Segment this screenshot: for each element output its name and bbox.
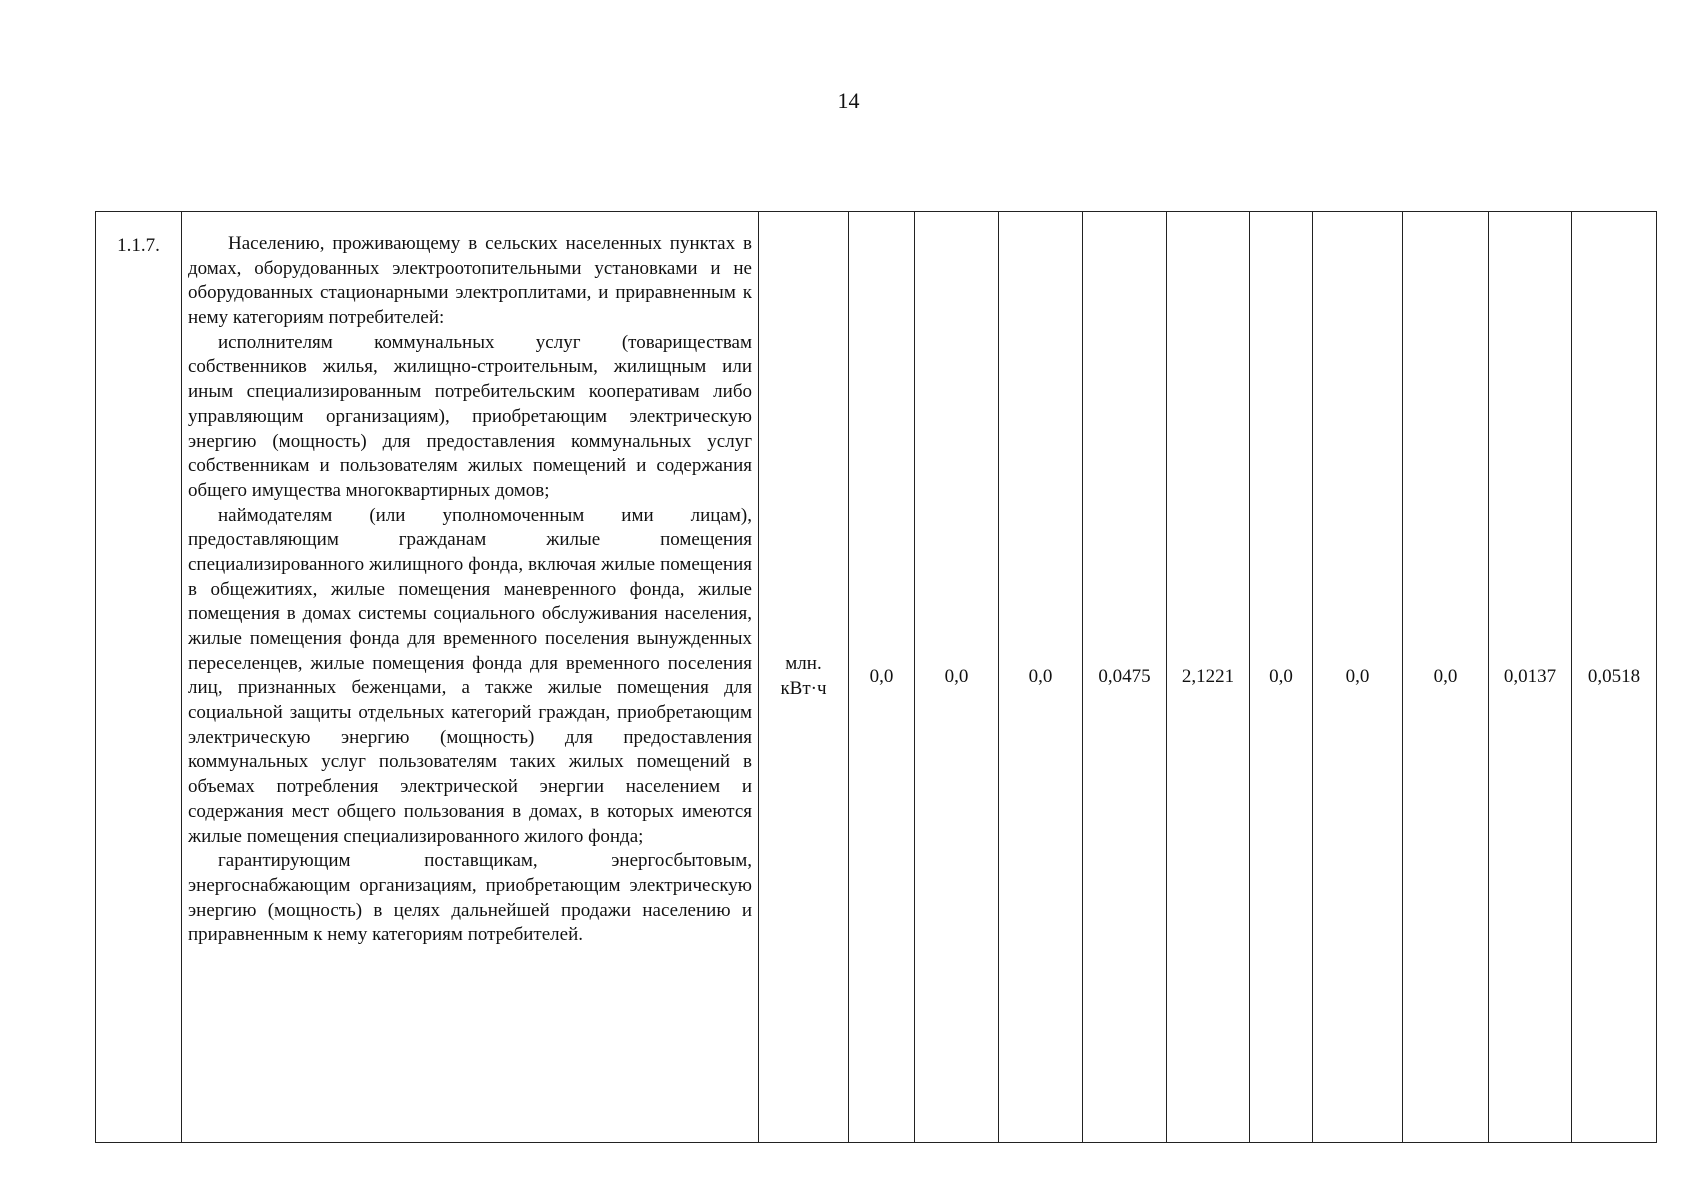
value-cell: 0,0 (999, 212, 1083, 1143)
description-paragraph: гарантирующим поставщикам, энергосбытовым, энергоснабжающим организациям, приобретающим электрическую энергию (мощность) в целях дальнейшей продажи населению и приравненным к нему категориям потребителей. (188, 850, 752, 946)
row-number: 1.1.7. (96, 212, 182, 1143)
unit-line: млн. (785, 653, 822, 675)
page-number: 14 (837, 88, 860, 113)
value-cell: 0,0 (1313, 212, 1403, 1143)
description-paragraph: Населению, проживающему в сельских населенных пунктах в домах, оборудованных электроотопительными установками и не оборудованных стационарными электроплитами, и приравненным к нему категориям потребителей: (188, 233, 752, 329)
unit-cell (759, 212, 849, 1143)
unit-line: кВт·ч (780, 678, 827, 699)
value-cell: 0,0 (849, 212, 915, 1143)
value-cell: 0,0518 (1572, 212, 1657, 1143)
value-cell: 0,0475 (1083, 212, 1167, 1143)
description-paragraph: исполнителям коммунальных услуг (товариществам собственников жилья, жилищно-строительным, жилищным или иным специализированным потребительским кооперативам либо управляющим организациям), приобретающим электрическую энергию (мощность) для предоставления коммунальных услуг собственникам и пользователям жилых помещений и содержания общего имущества многоквартирных домов; (188, 331, 752, 501)
value-cell: 2,1221 (1167, 212, 1250, 1143)
value-cell: 0,0 (1250, 212, 1313, 1143)
data-table (95, 211, 1657, 1143)
table-row (96, 212, 1657, 1143)
value-cell: 0,0 (915, 212, 999, 1143)
row-description (182, 212, 759, 1143)
value-cell: 0,0137 (1489, 212, 1572, 1143)
value-cell: 0,0 (1403, 212, 1489, 1143)
description-paragraph: наймодателям (или уполномоченным ими лицам), предоставляющим гражданам жилые помещения специализированного жилищного фонда, включая жилые помещения в общежитиях, жилые помещения маневренного фонда, жилые помещения в домах системы социального обслуживания населения, жилые помещения фонда для временного поселения вынужденных переселенцев, жилые помещения фонда для временного поселения лиц, признанных беженцами, а также жилые помещения для социальной защиты отдельных категорий граждан, приобретающим электрическую энергию (мощность) для предоставления коммунальных услуг пользователям таких жилых помещений в объемах потребления электрической энергии населением и содержания мест общего пользования в домах, в которых имеются жилые помещения специализированного жилого фонда; (188, 504, 752, 847)
